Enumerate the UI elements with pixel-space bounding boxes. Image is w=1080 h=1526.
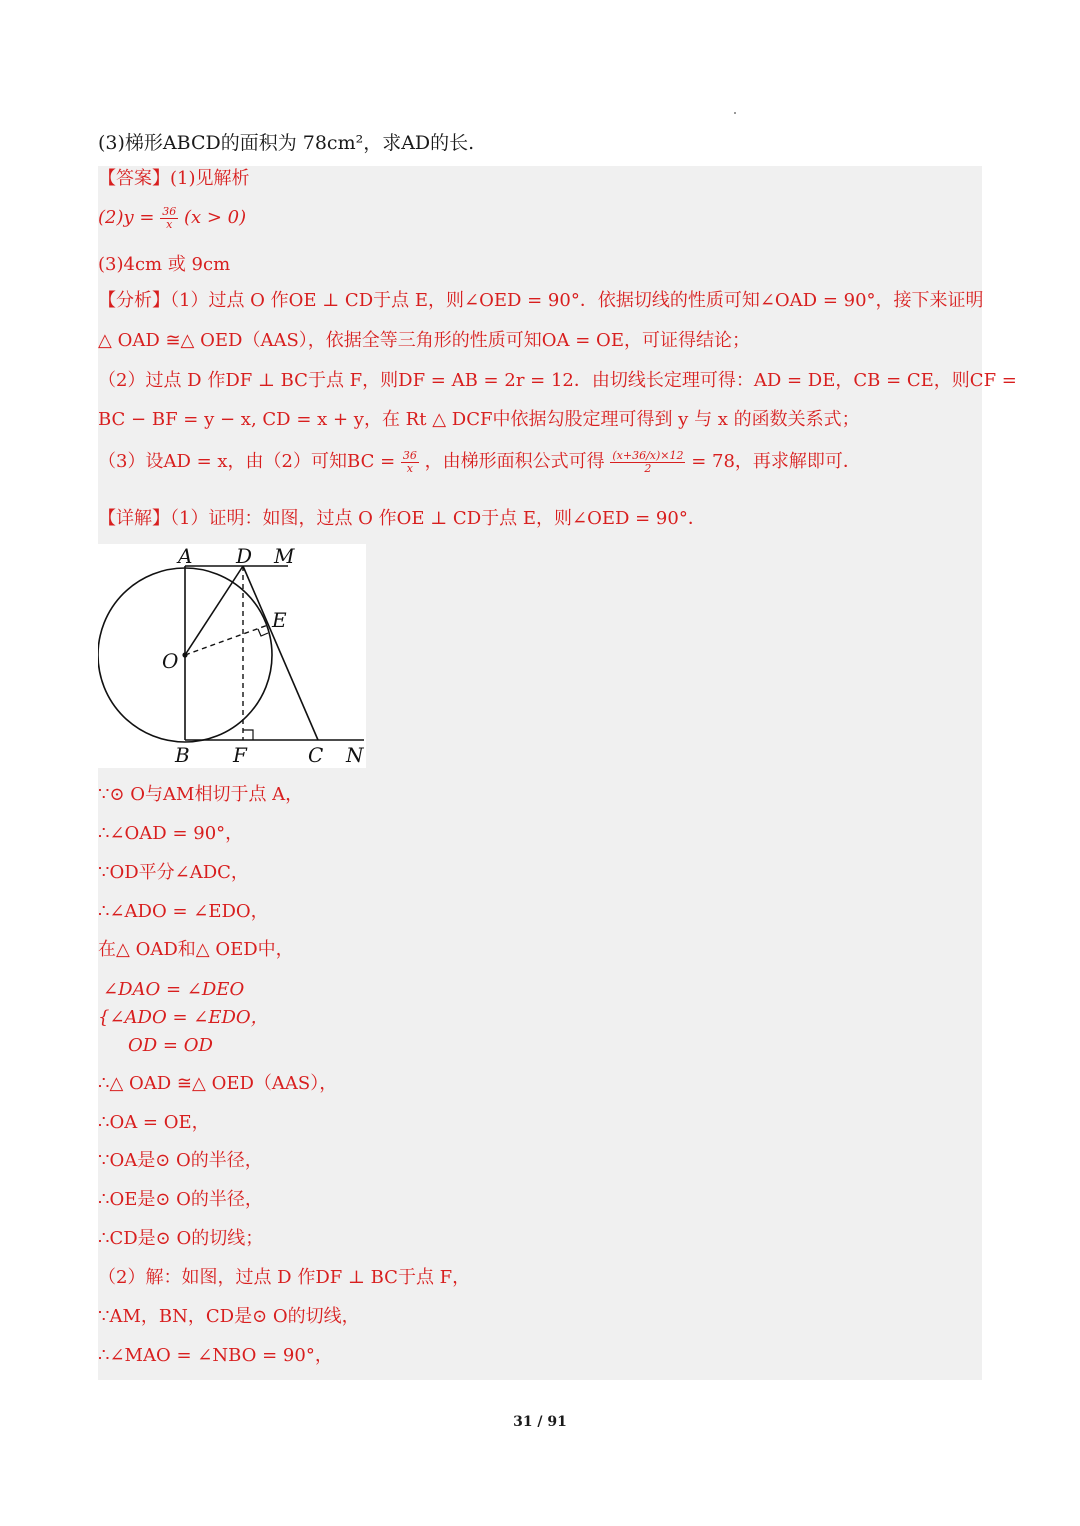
segment-od xyxy=(185,566,243,655)
label-d: D xyxy=(236,544,253,568)
detail-step: ∴∠ADO = ∠EDO， xyxy=(98,901,269,922)
label-n: N xyxy=(346,743,364,767)
solution-box xyxy=(98,166,1017,1380)
answer-part2-suffix: (x > 0) xyxy=(183,207,247,229)
label-c: C xyxy=(308,743,324,767)
congruence-conditions xyxy=(98,976,269,1060)
fraction-denominator: x xyxy=(166,217,173,231)
segment-oe xyxy=(185,625,268,655)
analysis-line-5 xyxy=(98,450,861,474)
condition-row: {∠ADO = ∠EDO， xyxy=(98,1007,269,1028)
question-part3: (3)梯形ABCD的面积为 78cm²，求AD的长. xyxy=(98,132,475,154)
fraction-denominator: x xyxy=(406,461,413,475)
analysis-line-5-a: （3）设AD = x，由（2）可知BC = xyxy=(98,451,396,473)
fraction-numerator: 36 xyxy=(162,205,177,218)
detail-line-1: 【详解】（1）证明：如图，过点 O 作OE ⊥ CD于点 E，则∠OED = 90°． xyxy=(98,508,706,529)
label-f: F xyxy=(233,743,247,767)
fraction-denominator: 2 xyxy=(644,461,652,475)
right-angle-e xyxy=(258,629,268,636)
detail-step: ∴OE是⊙ O的半径， xyxy=(98,1189,263,1210)
analysis-line-1: 【分析】（1）过点 O 作OE ⊥ CD于点 E，则∠OED = 90°．依据切线的性质可知∠OAD = 90°，接下来证明 xyxy=(98,290,984,311)
geometry-diagram xyxy=(98,544,366,768)
detail-step: ∵AM，BN，CD是⊙ O的切线， xyxy=(98,1306,360,1327)
label-m: M xyxy=(274,544,295,568)
right-angle-f xyxy=(243,730,253,740)
geometry-figure xyxy=(98,544,366,768)
condition-row: ∠DAO = ∠DEO xyxy=(103,979,245,1000)
detail-step: ∴OA = OE， xyxy=(98,1112,210,1133)
analysis-line-5-b: ，由梯形面积公式可得 xyxy=(424,451,605,473)
detail-step: 在△ OAD和△ OED中， xyxy=(98,939,294,960)
analysis-fraction-1 xyxy=(401,450,419,474)
analysis-line-3: （2）过点 D 作DF ⊥ BC于点 F，则DF = AB = 2r = 12．由切线长定理可得：AD = DE，CB = CE，则CF = xyxy=(98,370,1017,391)
label-o: O xyxy=(162,649,179,673)
answer-part3: (3)4cm 或 9cm xyxy=(98,254,231,275)
answer-part2-fraction xyxy=(160,206,178,230)
label-b: B xyxy=(175,743,190,767)
detail-step: ∵⊙ O与AM相切于点 A， xyxy=(98,784,304,805)
detail-step: ∴△ OAD ≅△ OED（AAS）， xyxy=(98,1073,338,1094)
fraction-numerator: 36 xyxy=(402,449,417,462)
detail-step: （2）解：如图，过点 D 作DF ⊥ BC于点 F， xyxy=(98,1267,471,1288)
condition-row: OD = OD xyxy=(128,1035,213,1056)
analysis-fraction-2 xyxy=(610,450,685,474)
fraction-numerator: (x+36/x)×12 xyxy=(612,449,684,462)
answer-title: 【答案】(1)见解析 xyxy=(98,168,250,189)
analysis-line-2: △ OAD ≅△ OED（AAS），依据全等三角形的性质可知OA = OE，可证得结论； xyxy=(98,330,750,351)
analysis-line-4: BC − BF = y − x, CD = x + y，在 Rt △ DCF中依据勾股定理可得到 y 与 x 的函数关系式； xyxy=(98,409,860,430)
detail-step: ∴∠MAO = ∠NBO = 90°， xyxy=(98,1345,333,1366)
tangent-line-cd xyxy=(243,566,318,740)
label-e: E xyxy=(272,608,287,632)
label-a: A xyxy=(178,544,193,568)
answer-part2 xyxy=(98,206,246,230)
detail-step: ∵OD平分∠ADC， xyxy=(98,862,249,883)
analysis-line-5-c: = 78，再求解即可． xyxy=(691,451,861,473)
detail-step: ∵OA是⊙ O的半径， xyxy=(98,1150,263,1171)
center-point-o xyxy=(182,652,187,657)
answer-part2-prefix: (2)y = xyxy=(98,207,155,229)
detail-step: ∴CD是⊙ O的切线； xyxy=(98,1228,264,1249)
page-number: 31 / 91 xyxy=(513,1414,567,1430)
scan-dot xyxy=(734,112,736,114)
detail-step: ∴∠OAD = 90°， xyxy=(98,823,244,844)
